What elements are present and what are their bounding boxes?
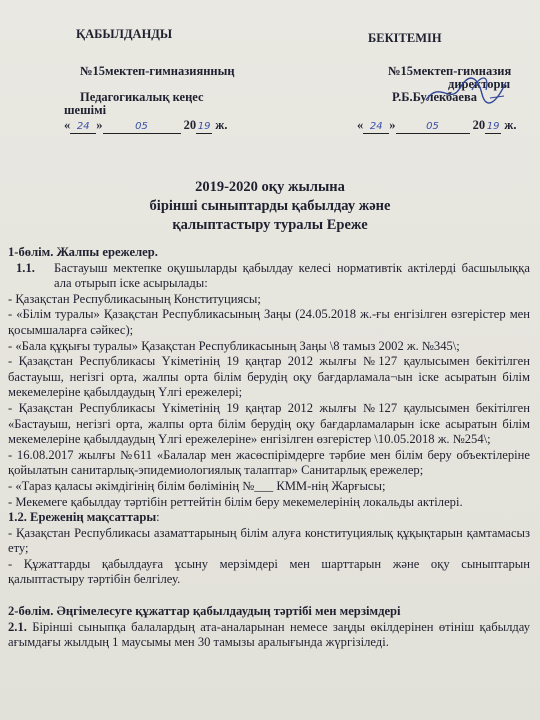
- right-school-name: №15мектеп-гимназия: [388, 64, 512, 78]
- list-item: - «Білім туралы» Қазақстан Республикасының Заңы (24.05.2018 ж.-ғы енгізілген өзгерістер мен қосымшаларға сәйкес);: [8, 307, 530, 337]
- right-date-month-handwritten: 05: [426, 121, 439, 132]
- accepted-heading: ҚАБЫЛДАНДЫ: [76, 27, 173, 41]
- list-item: - «Бала құқығы туралы» Қазақстан Республикасының Заңы \8 тамыз 2002 ж. №345\;: [8, 338, 460, 353]
- list-item: - Қазақстан Республикасы Үкіметінің 19 қаңтар 2012 жылғы №127 қаулысымен бекітілген бастауыш, негізгі орта, жалпы орта білім берудің оқу бағдарламала¬ын іске асыратын білім мекемелеріне қабылдаудың Үлгі ережелері;: [8, 354, 530, 400]
- title-line-1: 2019-2020 оқу жылына: [195, 179, 345, 195]
- list-item: - Мекемеге қабылдау тәртібін реттейтін білім беру мекемелерінің локальды актілері.: [8, 494, 463, 509]
- title-line-3: қалыптастыру туралы Ереже: [172, 217, 368, 233]
- list-item: - 16.08.2017 жылғы №611 «Балалар мен жасөспірімдерге тәрбие мен білім беру объектілеріне қойылатын санитарлық-эпидемиологиялық талаптар» Санитарлық ережелер;: [8, 447, 530, 478]
- section-1-heading: 1-бөлім. Жалпы ережелер.: [8, 245, 158, 259]
- left-school-name: №15мектеп-гимназиянның: [80, 64, 235, 78]
- list-item: - «Тараз қаласы әкімдігінің білім бөлімінің №___ КММ-нің Жарғысы;: [8, 478, 386, 493]
- left-date: « 24 » 05 20 19 ж.: [64, 118, 228, 132]
- left-date-month-handwritten: 05: [135, 121, 148, 132]
- left-date-day-handwritten: 24: [76, 121, 90, 132]
- list-item: - Қазақстан Республикасы Үкіметінің 19 қаңтар 2012 жылғы №127 қаулысымен бекітілген «Бастауыш, негізгі орта, жалпы орта білім берудің оқу бағдарламаларын іске асыратын білім мекемелеріне қабылдаудың Үлгі ережелеріне» енгізілген өзгерістер \10.05.2018 ж. №254\;: [8, 400, 530, 447]
- section-1-2-heading: 1.2. Ереженің мақсаттары:: [8, 510, 160, 525]
- right-date-day-handwritten: 24: [369, 121, 383, 132]
- title-line-2: бірінші сыныптарды қабылдау және: [149, 198, 391, 214]
- goal-item: - Құжаттарды қабылдауға ұсыну мерзімдері мен шарттарын және оқу сыныптарын қалыптастыру тәртібін белгілеу.: [8, 556, 530, 587]
- right-date-year-handwritten: 19: [486, 121, 500, 132]
- document-title: [0, 178, 540, 235]
- council-line-2: шешімі: [64, 103, 107, 117]
- left-date-year-handwritten: 19: [197, 121, 211, 132]
- director-name: Р.Б.Булекбаева: [392, 90, 477, 104]
- signature-icon: [420, 70, 510, 110]
- goal-item: - Қазақстан Республикасы азаматтарының білім алуға конституциялық құқықтарын қамтамасыз ету;: [8, 525, 530, 556]
- list-item: - Қазақстан Республикасының Конституциясы;: [8, 291, 261, 306]
- paragraph-2-1: 2.1. Бірінші сыныпқа балалардың ата-аналарынан немесе заңды өкілдерінен өтініш қабылдау ағымдағы жылдың 1 маусымы мен 30 тамызы аралығында жүргізіледі.: [8, 619, 531, 650]
- document-body: [8, 245, 530, 651]
- director-role: директоры: [448, 77, 511, 91]
- right-date: « 24 » 05 20 19 ж.: [357, 118, 517, 132]
- paragraph-1-1: 1.1. Бастауыш мектепке оқушыларды қабылдау келесі нормативтік актілерді басшылыққа ала отырып іске асырылады:: [16, 260, 530, 291]
- approve-heading: БЕКІТЕМІН: [368, 31, 442, 45]
- council-line-1: Педагогикалық кеңес: [80, 90, 204, 104]
- section-2-heading: 2-бөлім. Әңгімелесуге құжаттар қабылдаудың тәртібі мен мерзімдері: [8, 604, 401, 619]
